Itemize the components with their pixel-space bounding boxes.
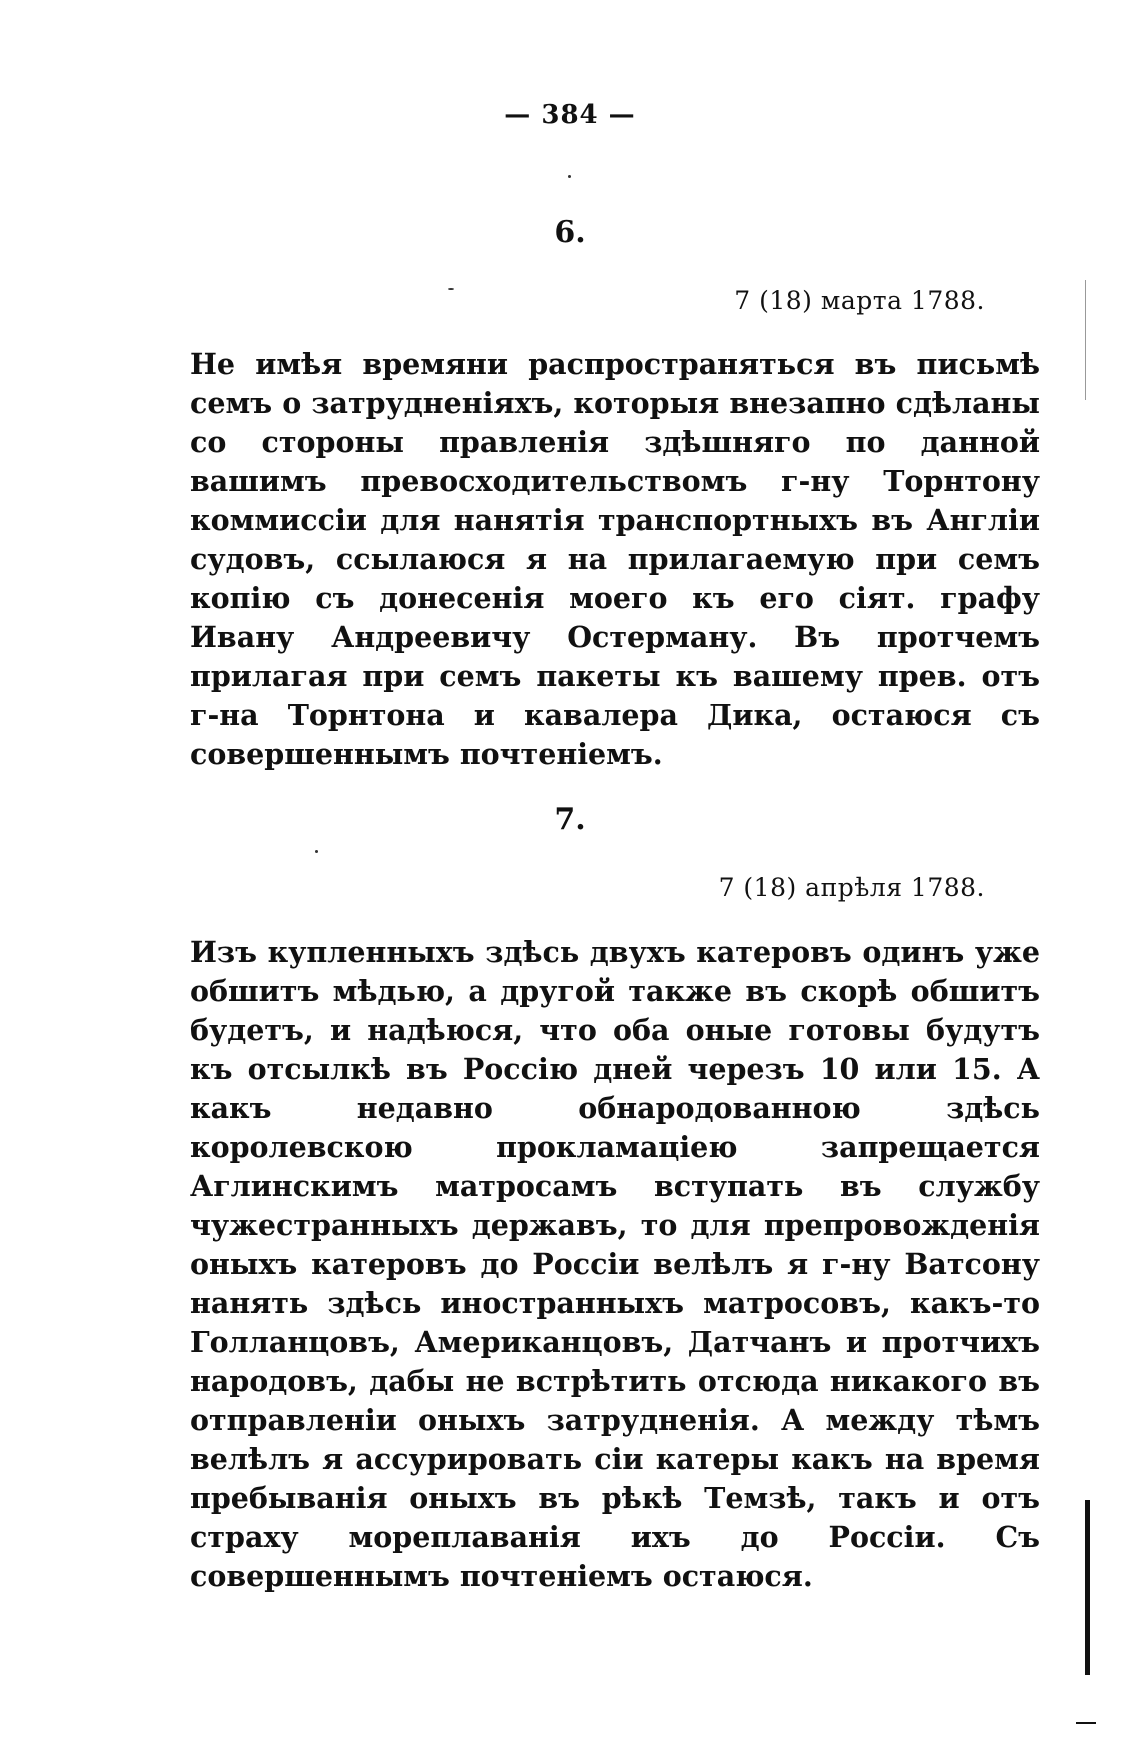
letter-date-7: 7 (18) апрѣля 1788. [718, 873, 985, 902]
letter-number-7: 7. [554, 802, 586, 837]
letter-number-6: 6. [554, 215, 586, 250]
scan-speck [315, 850, 318, 853]
letter-body-6: Не имѣя времяни распространяться въ письмѣ семъ о затрудненіяхъ, которыя внезапно сдѣланы со стороны правленія здѣшняго по данной вашимъ превосходительствомъ г-ну Торнтону коммиссіи для нанятія транспортныхъ въ Англіи судовъ, ссылаюся я на прилагаемую при семъ копію съ донесенія моего къ его сіят. графу Ивану Андреевичу Остерману. Въ протчемъ прилагая при семъ пакеты къ вашему прев. отъ г-на Торнтона и кавалера Дика, остаюся съ совершеннымъ почтеніемъ. [190, 347, 1040, 771]
scan-edge-tick [1076, 1722, 1096, 1724]
scan-speck [568, 175, 571, 178]
scan-edge-bar [1085, 1500, 1090, 1675]
letter-body-7: Изъ купленныхъ здѣсь двухъ катеровъ одинъ уже обшитъ мѣдью, а другой также въ скорѣ обшитъ будетъ, и надѣюся, что оба оные готовы будутъ къ отсылкѣ въ Россію дней черезъ 10 или 15. А какъ недавно обнародованною здѣсь королевскою прокламаціею запрещается Аглинскимъ матросамъ вступать въ службу чужестранныхъ державъ, то для препровожденія оныхъ катеровъ до Россіи велѣлъ я г-ну Ватсону нанять здѣсь иностранныхъ матросовъ, какъ-то Голланцовъ, Американцовъ, Датчанъ и протчихъ народовъ, дабы не встрѣтить отсюда никакого въ отправленіи оныхъ затрудненія. А между тѣмъ велѣлъ я ассурировать сіи катеры какъ на время пребыванія оныхъ въ рѣкѣ Темзѣ, такъ и отъ страху мореплаванія ихъ до Россіи. Съ совершеннымъ почтеніемъ остаюся. [190, 935, 1040, 1593]
page-number: — 384 — [504, 100, 636, 130]
scan-speck [448, 288, 454, 290]
letter-date-6: 7 (18) марта 1788. [734, 286, 985, 315]
scan-hairline [1085, 280, 1086, 400]
